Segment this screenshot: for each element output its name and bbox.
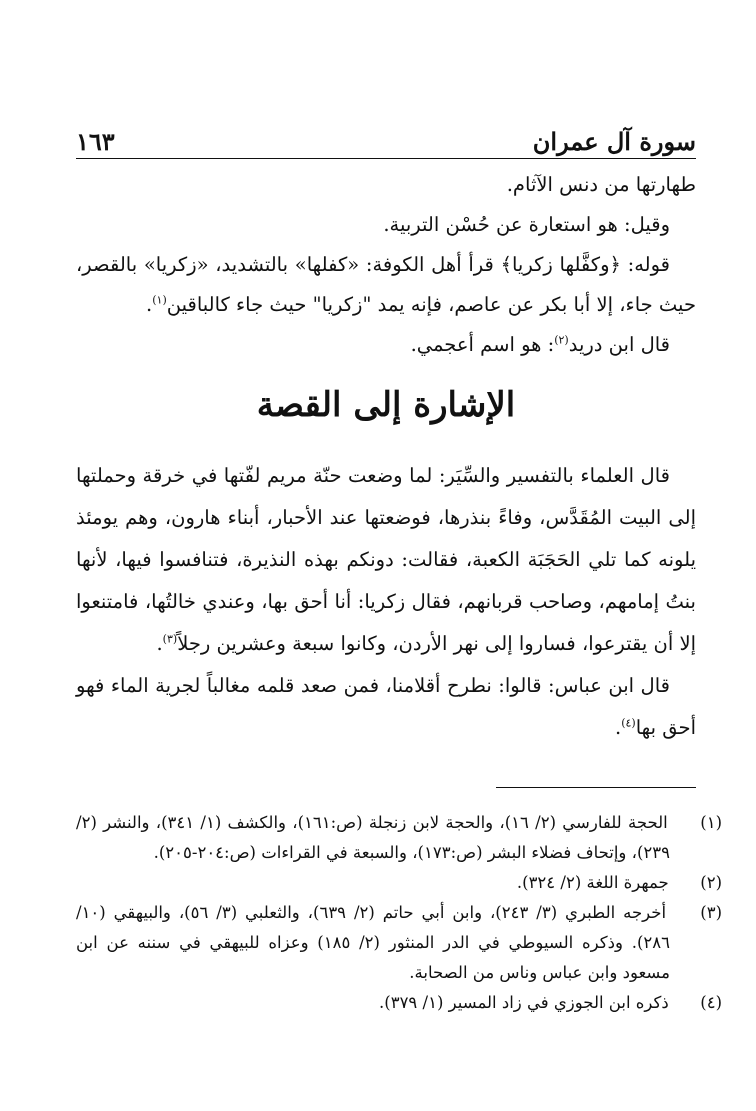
story-paragraph: قال ابن عباس: قالوا: نطرح أقلامنا، فمن صعد قلمه مغالباً لجرية الماء فهو أحق بها$^{(٤)}$. — [76, 674, 696, 739]
footnote-number: (٣) — [700, 903, 722, 922]
story-paragraph: قال العلماء بالتفسير والسِّيَر: لما وضعت حنّة مريم لفّتها في خرقة وحملتها إلى البيت المُقَدَّس، وفاءً بنذرها، فوضعتها عند الأحبار، أبناء هارون، وهم يومئذ يلونه كما تلي الحَجَبَة الكعبة، فقالت: دونكم بهذه النذيرة، فتنافسوا فيها، لأنها بنتُ إمامهم، وصاحب قربانهم، فقال زكريا: أنا أحق بها، وعندي خالتُها، فامتنعوا إلا أن يقترعوا، فساروا إلى نهر الأردن، وكانوا سبعة وعشرين رجلاً$^{(٣)}$. — [76, 464, 696, 655]
text-span: قال ابن عباس: قالوا: نطرح أقلامنا، فمن صعد قلمه مغالباً لجرية الماء فهو أحق بها — [76, 674, 696, 739]
text-span: قال العلماء بالتفسير والسِّيَر: لما وضعت حنّة مريم لفّتها في خرقة وحملتها إلى البيت المُقَدَّس، وفاءً بنذرها، فوضعتها عند الأحبار، أبناء هارون، وهم يومئذ يلونه كما تلي الحَجَبَة الكعبة، فقالت: دونكم بهذه النذيرة، فتنافسوا فيها، لأنها بنتُ إمامهم، وصاحب قربانهم، فقال زكريا: أنا أحق بها، وعندي خالتُها، فامتنعوا إلا أن يقترعوا، فساروا إلى نهر الأردن، وكانوا سبعة وعشرين رجلاً — [76, 464, 696, 655]
footnote-text: الحجة للفارسي (٢/ ١٦)، والحجة لابن زنجلة (ص:١٦١)، والكشف (١/ ٣٤١)، والنشر (٢/ ٢٣٩)، وإتحاف فضلاء البشر (ص:١٧٣)، والسبعة في القراءات (ص:٢٠٤-٢٠٥). — [76, 813, 670, 862]
footnote-separator — [496, 787, 696, 788]
text-span: قال ابن دريد — [568, 333, 670, 356]
footnote — [76, 808, 722, 868]
section-heading: الإشارة إلى القصة — [256, 385, 516, 425]
footnote-marker: (٣) — [162, 632, 178, 646]
footnote-number: (٤) — [700, 993, 722, 1012]
book-page — [76, 120, 722, 1020]
text-span: وقيل: هو استعارة عن حُسْن التربية. — [383, 213, 670, 236]
running-header — [76, 120, 696, 159]
reading-paragraph: قوله: ﴿وكفَّلها زكريا﴾ قرأ أهل الكوفة: «كفلها» بالتشديد، «زكريا» بالقصر، حيث جاء، إلا أبا بكر عن عاصم، فإنه يمد "زكريا" حيث جاء كالباقين$^{(١)}$. — [76, 253, 696, 316]
footnote-marker: (٤) — [621, 716, 636, 730]
footnote — [76, 988, 722, 1018]
footnote-marker: (١) — [152, 293, 167, 307]
footnote-text: جمهرة اللغة (٢/ ٣٢٤). — [516, 873, 669, 892]
footnote-text: أخرجه الطبري (٣/ ٢٤٣)، وابن أبي حاتم (٢/ ٦٣٩)، والثعلبي (٣/ ٥٦)، والبيهقي (١٠/ ٢٨٦). وذكره السيوطي في الدر المنثور (٢/ ١٨٥) وعزاه للبيهقي في سننه عن ابن مسعود وابن عباس وناس من الصحابة. — [76, 903, 670, 982]
text-line — [76, 165, 696, 205]
text-span: قوله: ﴿وكفَّلها زكريا﴾ قرأ أهل الكوفة: «كفلها» بالتشديد، «زكريا» بالقصر، حيث جاء، إلا أبا بكر عن عاصم، فإنه يمد "زكريا" حيث جاء كالباقين — [76, 253, 696, 316]
page-number: ١٦٣ — [76, 127, 115, 156]
text-span: : هو اسم أعجمي. — [410, 333, 555, 356]
footnote-number: (١) — [700, 813, 722, 832]
main-text — [76, 165, 696, 749]
footnote-text: ذكره ابن الجوزي في زاد المسير (١/ ٣٧٩). — [379, 993, 669, 1012]
footnote-marker: (٢) — [554, 333, 569, 347]
text-line — [76, 205, 696, 245]
chapter-title: سورة آل عمران — [532, 127, 696, 156]
footnotes — [76, 808, 722, 1018]
text-span: طهارتها من دنس الآثام. — [506, 173, 696, 196]
footnote-number: (٢) — [700, 873, 722, 892]
footnote — [76, 868, 722, 898]
footnote — [76, 898, 722, 988]
text-line — [76, 325, 696, 365]
